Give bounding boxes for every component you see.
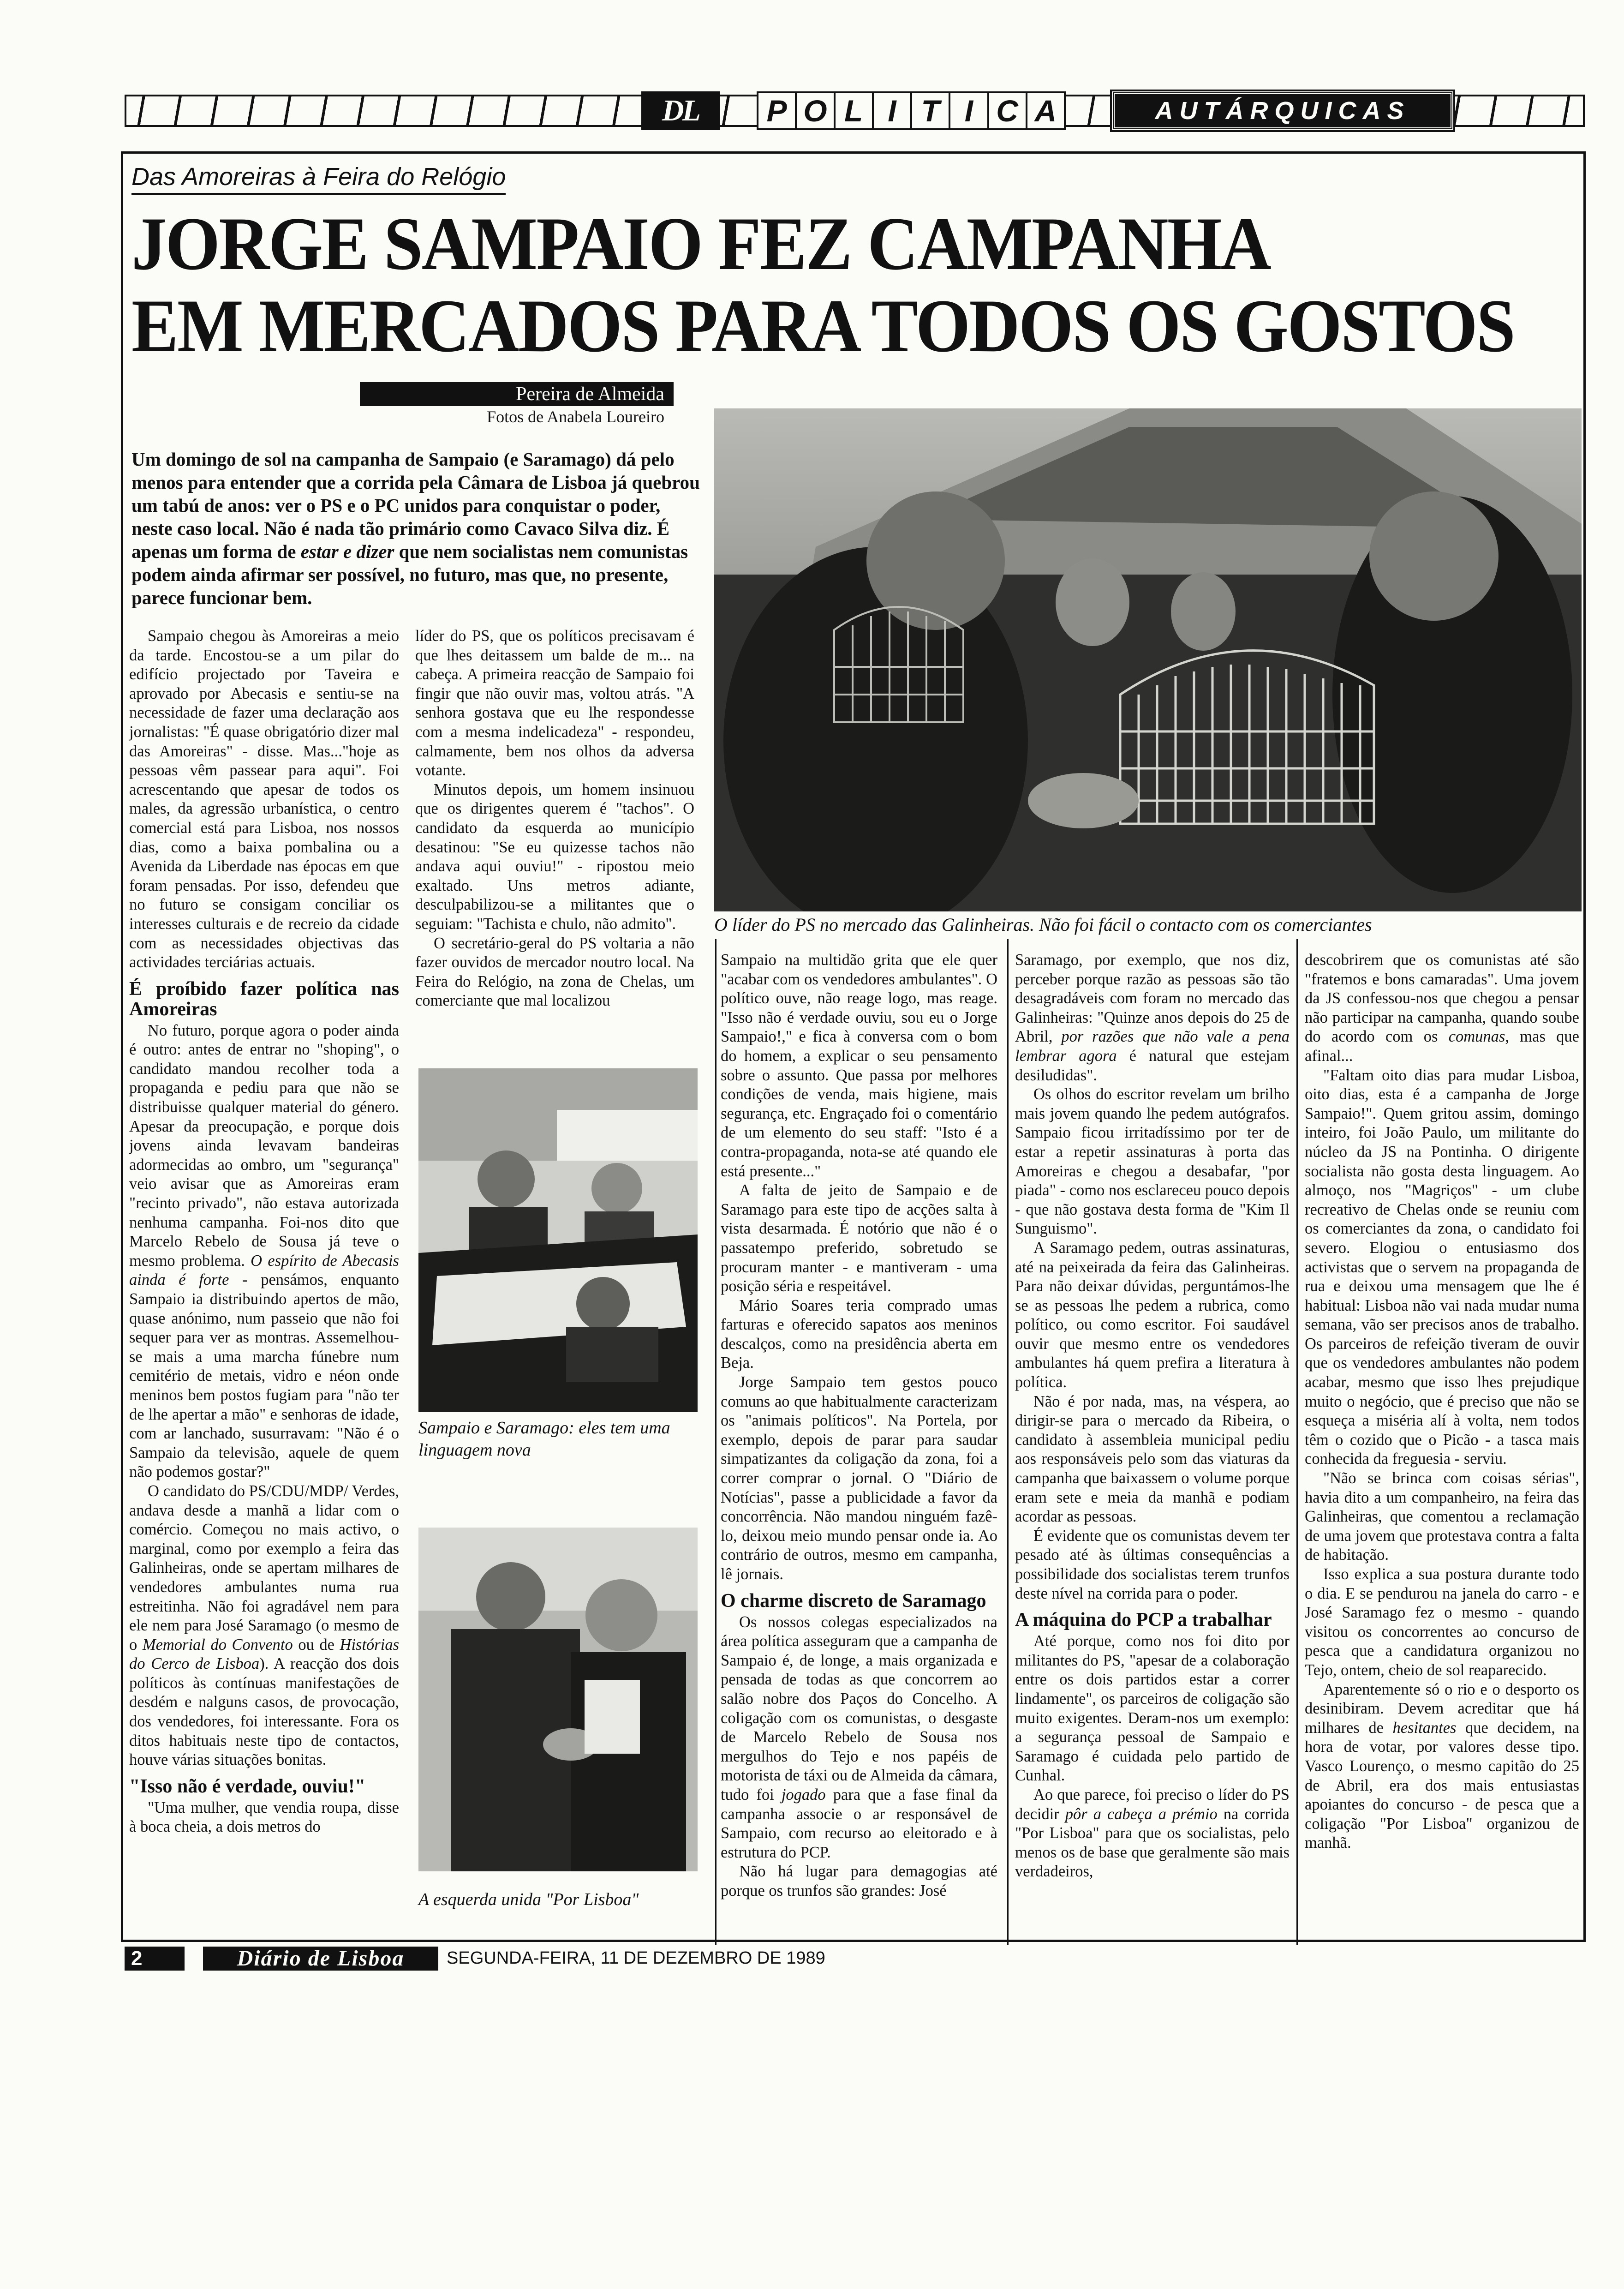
- market-scene-photo: [714, 408, 1582, 911]
- text-column-4: Saramago, por exemplo, que nos diz, perceber porque razão as pessoas são tão desagradáveis com foram no mercado das Galinheiras: "Quinze anos depois do 25 de Abril, por razões que não vale a pena lembrar agora é natural que estejam desiludidas". Os olhos do escritor revelam um brilho mais jovem quando lhe pedem autógrafos. Sampaio ficou irritadíssimo por ter de estar a repetir assinaturas à porta das Amoreiras e chegou a desabafar, "por piada" - como nos esclareceu pouco depois - que não gostava desta forma de "Kim Il Sunguismo". A Saramago pedem, outras assinaturas, até na peixeirada da feira das Galinheiras. Para não deixar dúvidas, perguntámos-lhe se as pessoas lhe pedem a rubrica, como político, ou como escritor. Foi saudável ouvir que mesmo entre os vendedores ambulantes há quem prefira a literatura à política. Não é por nada, mas, na véspera, ao dirigir-se para o mercado da Ribeira, o candidato à assembleia municipal pediu aos responsáveis pelo som das viaturas da campanha que baixassem o volume porque eram sete e meia da manhã e podiam acordar as pessoas. É evidente que os comunistas devem ter pesado até às últimas consequências a possibilidade dos socialistas terem trunfos deste nível na corrida para o poder. A máquina do PCP a trabalhar Até porque, como nos foi dito por militantes do PS, "apesar de a colaboração entre os dois partidos estar a correr lindamente", os parceiros de coligação são muito exigentes. Deram-nos um exemplo: a segurança pessoal de Sampaio e Saramago é cuidada pelo partido de Cunhal. Ao que parece, foi preciso o líder do PS decidir pôr a cabeça a prémio na corrida "Por Lisboa" para que os socialistas, pelo menos os de base que geralmente são mais verdadeiros,: [1015, 951, 1290, 1881]
- car-photo-caption: Sampaio e Saramago: eles tem uma linguagem nova: [418, 1418, 670, 1460]
- newspaper-name: Diário de Lisboa: [203, 1947, 438, 1971]
- text-column-5: descobrirem que os comunistas até são "fratemos e bons camaradas". Uma jovem da JS confessou-nos que chegou a pensar não participar na campanha, quando soube do acordo com os comunas, mas que afinal... "Faltam oito dias para mudar Lisboa, oito dias, esta é a campanha de Jorge Sampaio!". Quem gritou assim, domingo inteiro, foi João Paulo, um militante do núcleo da JS na Pontinha. O dirigente socialista não gosta desta linguagem. Ao almoço, nos "Magriços" - um clube recreativo de Chelas onde se reuniu com os comerciantes da zona, o candidato foi severo. Elogiou o entusiasmo dos activistas que o servem na propaganda de rua e deixou uma mensagem que lhe é habitual: Lisboa não vai nada mudar numa semana, vão ser precisos anos de trabalho. Os parceiros de refeição tiveram de ouvir que os vendedores ambulantes não podem acabar, mesmo que isso lhes prejudique muito o negócio, que é preciso que não se esqueça a miséria alí à volta, nem todos têm o cozido que o Picão - a tasca mais conhecida da freguesia - serviu. "Não se brinca com coisas sérias", havia dito a um companheiro, na feira das Galinheiras, que comentou a reclamação de uma jovem que protestava contra a falta de habitação. Isso explica a sua postura durante todo o dia. E se pendurou na janela do carro - e José Saramago fez o mesmo - quando visitou os concorrentes ao concurso de pesca que a candidatura organizou no Tejo, ontem, cheio de sol reaparecido. Aparentemente só o rio e o desporto os desinibiram. Devem acreditar que há milhares de hesitantes que decidem, na hora de votar, por valores desse tipo. Vasco Lourenço, o mesmo capitão do 25 de Abril, era dos mais entusiastas apoiantes do concurso - de pesca que a coligação "Por Lisboa" organizou de manhã.: [1305, 951, 1580, 1852]
- text-column-1: Sampaio chegou às Amoreiras a meio da tarde. Encostou-se a um pilar do edifício projectado por Taveira e aprovado por Abecasis e sentiu-se na necessidade de fazer uma declaração aos jornalistas: "É quase obrigatório dizer mal das Amoreiras" - disse. Mas..."hoje as pessoas vêm passear para aqui". Foi acrescentando que apesar de todos os males, da agressão urbanística, o centro comercial está para Lisboa, nos nossos dias, como a baixa pombalina ou a Avenida da Liberdade nas épocas em que foram pensadas. Por isso, defendeu que no futuro se consigam conciliar os interesses culturais e de recreio da cidade com as necessidades objectivas das actividades terciárias actuais. É proíbido fazer política nas Amoreiras No futuro, porque agora o poder ainda é outro: antes de entrar no "shoping", o candidato mandou recolher toda a propaganda e pediu para que não se distribuisse qualquer material do género. Apesar da preocupação, e porque dois jovens ainda levavam bandeiras adormecidas ao ombro, um "segurança" veio avisar que as Amoreiras eram "recinto privado", não estava autorizada nenhuma campanha. Foi-nos dito que Marcelo Rebelo de Sousa já teve o mesmo problema. O espírito de Abecasis ainda é forte - pensámos, enquanto Sampaio ia distribuindo apertos de mão, quase anónimo, num passeio que não foi sequer para ver as montras. Assemelhou-se mais a uma marcha fúnebre num cemitério de metais, vidro e néon onde meninos bem postos fugiam para "não ter de lhe apertar a mão" e senhoras de idade, com ar lanchado, susurravam: "Não é o Sampaio da televisão, aquele de quem não podemos gostar?" O candidato do PS/CDU/MDP/ Verdes, andava desde a manhã a lidar com o comércio. Começou no mais activo, o marginal, como por exemplo a feira das Galinheiras, onde se apertam milhares de vendedores ambulantes numa rua estreitinha. Não foi agradável nem para ele nem para José Saramago (o mesmo de o Memorial do Convento ou de Histórias do Cerco de Lisboa). A reacção dos dois políticos às contínuas manifestações de desdém e nalguns casos, de provocação, dos vendedores, foi interessante. Fora os ditos habituais neste tipo de contactos, houve várias situações bonitas. "Isso não é verdade, ouviu!" "Uma mulher, que vendia roupa, disse à boca cheia, a dois metros do: [129, 627, 400, 1836]
- section-letter: P: [766, 94, 787, 128]
- headline-line: JORGE SAMPAIO FEZ CAMPANHA: [131, 202, 1270, 286]
- byline: Pereira de Almeida: [360, 382, 674, 406]
- handshake-photo-caption: A esquerda unida "Por Lisboa": [418, 1890, 639, 1909]
- main-photo-caption: O líder do PS no mercado das Galinheiras. Não foi fácil o contacto com os comerciantes: [714, 914, 1372, 935]
- subhead: "Isso não é verdade, ouviu!": [129, 1775, 366, 1797]
- subhead: É proíbido fazer política nas Amoreiras: [129, 978, 399, 1020]
- text-column-2: líder do PS, que os políticos precisavam é que lhes deitassem um balde de m... na cabeça. A primeira reacção de Sampaio foi fingir que não ouvir mas, voltou atrás. "A senhora gostava que eu lhe respondesse com a mesma indelicadeza" - respondeu, calmamente, bem nos olhos da adversa votante. Minutos depois, um homem insinuou que os dirigentes querem é "tachos". O candidato da esquerda ao município desatinou: "Se eu quizesse tachos não andava aqui ouviu!" - ripostou meio exaltado. Uns metros adiante, desculpabilizou-se a militantes que o seguiam: "Tachista e chulo, não admito". O secretário-geral do PS voltaria a não fazer ouvidos de mercador noutro local. Na Feira do Relógio, na zona de Chelas, um comerciante que mal localizou: [415, 627, 694, 1010]
- text-column-3: Sampaio na multidão grita que ele quer "acabar com os vendedores ambulantes". O político ouve, não reage logo, mas reage. "Isso não é verdade ouviu, sou eu o Jorge Sampaio!," e fica à conversa com o bom do homem, a explicar o seu pensamento sobre o assunto. Que passa por melhores condições de venda, mais higiene, mais segurança, etc. Engraçado foi o comentário de um elemento do seu staff: "Isto é a contra-propaganda, nota-se até quando ele está presente..." A falta de jeito de Sampaio e de Saramago para este tipo de acções salta à vista desarmada. É notório que não é o passatempo preferido, sobretudo se procuram manter - e mantiveram - uma posição séria e respeitável. Mário Soares teria comprado umas farturas e oferecido sapatos aos meninos descalços, como na presidência aberta em Beja. Jorge Sampaio tem gestos pouco comuns ao que habitualmente caracterizam os "animais políticos". Na Portela, por exemplo, depois de parar para saudar simpatizantes da coligação da zona, foi a correr comprar o jornal. O "Diário de Notícias", passe a publicidade a favor da concorrência. Não mandou ninguém fazê-lo, deixou meio mundo pensar onde ia. Ao contrário de outros, mesmo em campanha, lê jornais. O charme discreto de Saramago Os nossos colegas especializados na área política asseguram que a campanha de Sampaio é, de longe, a mais organizada e pensada de todas as que concorrem ao salão nobre dos Paços do Concelho. A coligação com os comunistas, o desgaste de Marcelo Rebelo de Sousa nos mergulhos do Tejo e nos papéis de motorista de táxi ou de Almeida da câmara, tudo foi jogado para que a fase final da campanha associe o ar responsável de Sampaio, com recurso ao eleitorado e à estrutura do PCP. Não há lugar para demagogias até porque os trunfos são grandes: José: [721, 951, 997, 1900]
- article-kicker: Das Amoreiras à Feira do Relógio: [131, 162, 506, 195]
- candidates-in-car-photo: [418, 1068, 698, 1412]
- issue-date: SEGUNDA-FEIRA, 11 DE DEZEMBRO DE 1989: [447, 1948, 825, 1968]
- photo-credit: Fotos de Anabela Loureiro: [487, 407, 664, 426]
- car-photo: [418, 1068, 698, 1412]
- section-letter: I: [872, 93, 910, 128]
- article-lead: Um domingo de sol na campanha de Sampaio (e Saramago) dá pelo menos para entender que a corrida pela Câmara de Lisboa já quebrou um tabú de anos: ver o PS e o PC unidos para conquistar o poder, neste caso local. Não é nada tão primário como Cavaco Silva diz. É apenas um forma de estar e dizer que nem socialistas nem comunistas podem ainda afirmar ser possível, no futuro, mas que, no presente, parece funcionar bem.: [131, 449, 700, 608]
- subhead: O charme discreto de Saramago: [721, 1590, 986, 1612]
- section-letter: C: [987, 93, 1026, 128]
- page-number: 2: [125, 1947, 185, 1971]
- newspaper-logo: DL: [641, 91, 720, 130]
- handshake-scene-photo: [418, 1528, 698, 1871]
- section-letter: I: [949, 93, 987, 128]
- section-title: [757, 91, 1066, 130]
- section-letter: L: [834, 93, 872, 128]
- section-letter: T: [910, 93, 949, 128]
- headline-line: EM MERCADOS PARA TODOS OS GOSTOS: [131, 284, 1515, 368]
- main-photo: [714, 408, 1582, 911]
- article-headline: [131, 203, 1514, 367]
- subsection-title: AUTÁRQUICAS: [1112, 91, 1453, 130]
- handshake-photo: [418, 1528, 698, 1871]
- subhead: A máquina do PCP a trabalhar: [1015, 1609, 1272, 1631]
- section-letter: O: [795, 93, 833, 128]
- column-rule: [715, 939, 716, 1945]
- section-letter: A: [1026, 93, 1064, 128]
- column-rule: [1007, 939, 1009, 1945]
- column-rule: [1296, 939, 1298, 1945]
